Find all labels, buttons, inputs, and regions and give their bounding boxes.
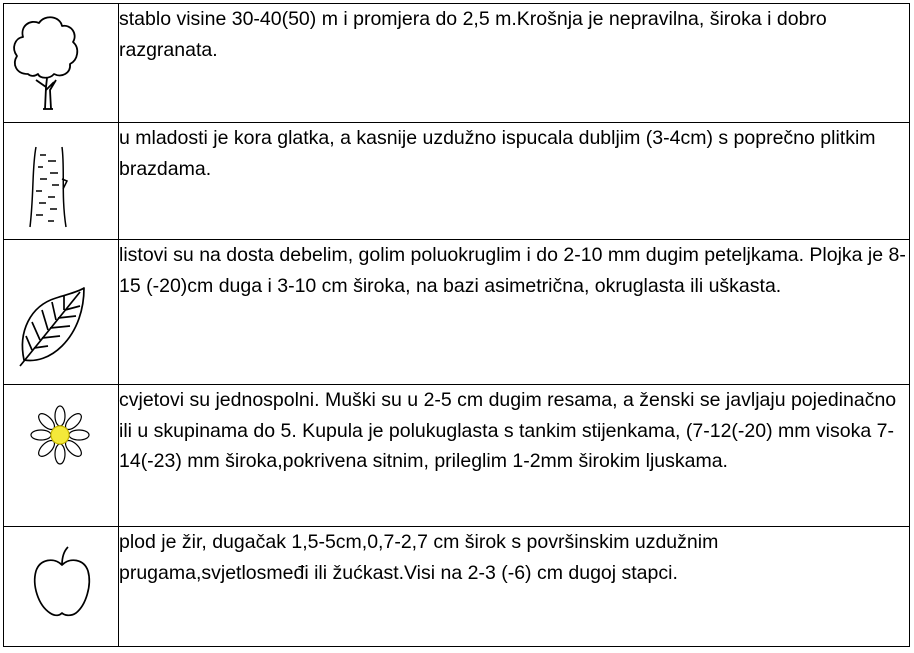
table-row-fruit xyxy=(4,527,910,647)
row-text: plod je žir, dugačak 1,5-5cm,0,7-2,7 cm širok s površinskim uzdužnim prugama,svjetlosmeđi ili žućkast.Visi na 2-3 (-6) cm dugoj stapci. xyxy=(119,527,910,647)
leaf-icon xyxy=(18,286,88,368)
table-row-tree xyxy=(4,4,910,123)
table-row-bark xyxy=(4,123,910,240)
apple-icon xyxy=(30,545,94,619)
icon-cell xyxy=(4,123,119,240)
row-text: listovi su na dosta debelim, golim poluokruglim i do 2-10 mm dugim peteljkama. Plojka je 8-15 (-20)cm duga i 3-10 cm široka, na bazi asimetrična, okruglasta ili uškasta. xyxy=(119,240,910,385)
table-row-flower xyxy=(4,385,910,527)
flower-icon xyxy=(28,403,92,467)
icon-cell xyxy=(4,4,119,123)
row-text: stablo visine 30-40(50) m i promjera do 2,5 m.Krošnja je nepravilna, široka i dobro razgranata. xyxy=(119,4,910,123)
bark-icon xyxy=(26,145,76,229)
icon-cell xyxy=(4,240,119,385)
description-table xyxy=(3,3,910,647)
icon-cell xyxy=(4,527,119,647)
row-text: u mladosti je kora glatka, a kasnije uzdužno ispucala dubljim (3-4cm) s poprečno plitkim brazdama. xyxy=(119,123,910,240)
row-text: cvjetovi su jednospolni. Muški su u 2-5 cm dugim resama, a ženski se javljaju pojedinačno ili u skupinama do 5. Kupula je polukuglasta s tankim stijenkama, (7-12(-20) mm visoka 7-14(-23) mm široka,pokrivena sitnim, prileglim 1-2mm širokim ljuskama. xyxy=(119,385,910,527)
table-row-leaf xyxy=(4,240,910,385)
tree-icon xyxy=(10,12,82,110)
icon-cell xyxy=(4,385,119,527)
